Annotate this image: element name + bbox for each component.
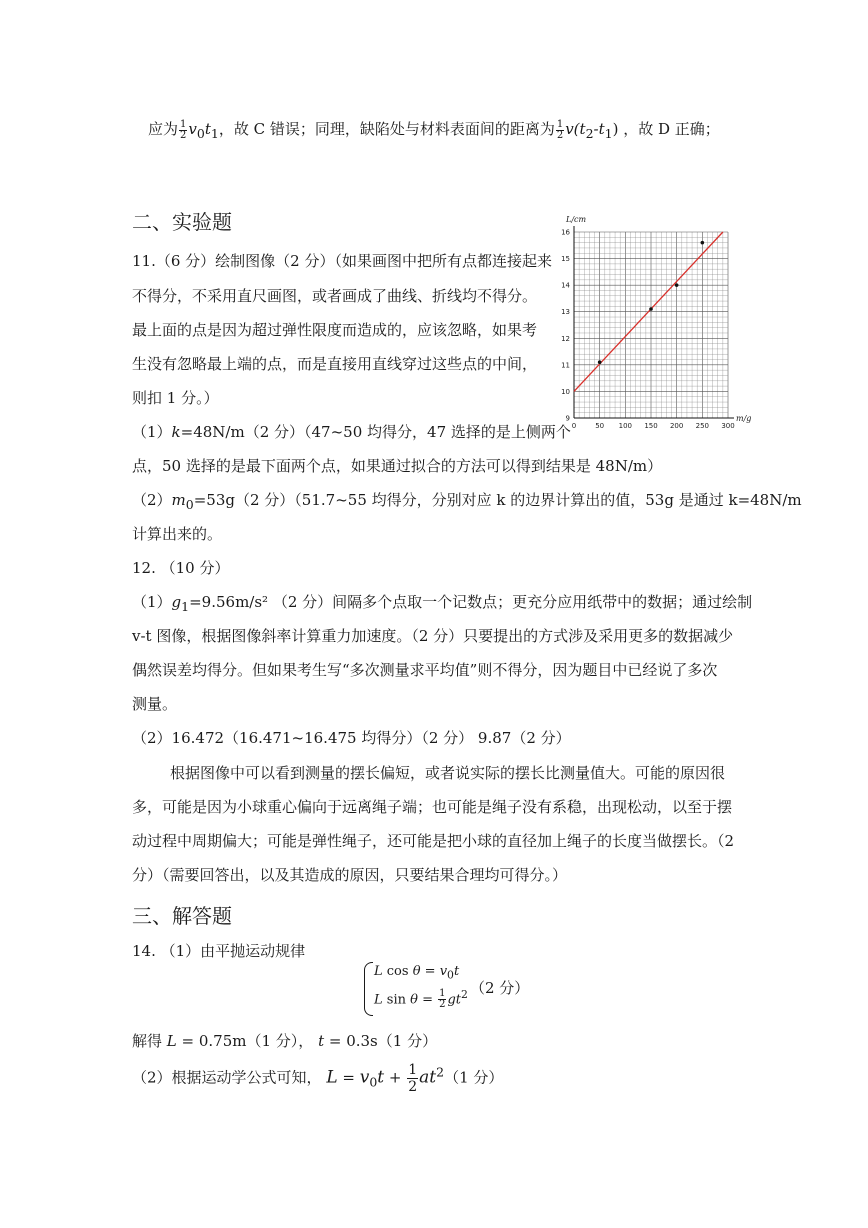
data-point — [649, 307, 653, 311]
q11-line-7: 点，50 选择的是最下面两个点，如果通过拟合的方法可以得到结果是 48N/m） — [132, 457, 663, 475]
subscript: 0 — [185, 497, 194, 512]
y-tick-label: 16 — [561, 228, 570, 237]
y-tick-label: 14 — [561, 281, 570, 290]
q14-line-1: 14. （1）由平抛运动规律 — [132, 942, 306, 960]
text: =53g（2 分）（51.7~55 均得分，分别对应 k 的边界计算出的值，53g 是通过 k=48N/m — [193, 491, 802, 509]
x-tick-label: 200 — [669, 422, 684, 430]
text: （1） — [132, 593, 172, 611]
text: =9.56m/s² （2 分）间隔多个点取一个记数点；更充分应用纸带中的数据；通过绘制 — [189, 593, 753, 611]
x-axis-label: m/g — [736, 414, 752, 423]
text: 应为 — [148, 120, 179, 138]
x-tick-label: 150 — [644, 422, 658, 430]
spring-length-mass-chart — [556, 212, 756, 437]
subscript: 1 — [181, 599, 190, 614]
x-tick-label: 250 — [695, 422, 710, 430]
y-tick-label: 15 — [561, 255, 570, 264]
x-tick-label: 300 — [721, 422, 735, 430]
text: ，故 C 错误；同理，缺陷处与材料表面间的距离为 — [218, 120, 555, 138]
text: t — [204, 120, 211, 138]
text: （2） — [132, 491, 172, 509]
q11-line-6 — [132, 421, 571, 442]
q12-line-5: 测量。 — [132, 695, 178, 713]
data-point — [675, 283, 679, 287]
q12-line-4: 偶然误差均得分。但如果考生写“多次测量求平均值”则不得分，因为题目中已经说了多次 — [132, 661, 718, 679]
x-tick-label: 100 — [618, 422, 633, 430]
section-heading-experiments: 二、实验题 — [132, 210, 232, 234]
equation-1: L $\cos \theta = v_0t$ — [374, 964, 460, 982]
text: v(t — [565, 120, 586, 138]
q12-line-6: （2）16.472（16.471~16.475 均得分）（2 分） 9.87（2 分） — [132, 729, 571, 747]
q11-line-1: 11.（6 分）绘制图像（2 分）（如果画图中把所有点都连接起来 — [132, 252, 552, 270]
fraction: $\frac{1}{2}$ — [556, 118, 564, 141]
fraction: $\frac{1}{2}$ — [180, 118, 187, 141]
data-point — [701, 241, 705, 245]
text: =48N/m（2 分）（47~50 均得分，47 选择的是上侧两个 — [180, 423, 571, 441]
subscript: 1 — [210, 126, 219, 141]
text: m — [171, 491, 186, 509]
text: g — [171, 593, 182, 611]
q12-line-1: 12. （10 分） — [132, 559, 230, 577]
y-tick-label: 10 — [561, 387, 570, 396]
subscript: 0 — [196, 126, 205, 141]
text: v — [188, 120, 197, 138]
text: k — [171, 423, 181, 441]
q14-line-2: 解得 L = 0.75m（1 分）， t = 0.3s（1 分） — [132, 1032, 438, 1050]
subscript: 2 — [585, 126, 594, 141]
q11-line-2: 不得分，不采用直尺画图，或者画成了曲线、折线均不得分。 — [132, 287, 538, 305]
text: （1） — [132, 423, 172, 441]
data-point — [598, 360, 602, 364]
y-axis-label: L/cm — [566, 215, 587, 224]
q11-line-8 — [132, 489, 802, 512]
text: -t — [593, 120, 605, 138]
q12-line-9: 动过程中周期偏大；可能是弹性绳子，还可能是把小球的直径加上绳子的长度当做摆长。（2 — [132, 832, 735, 850]
chart-grid — [574, 226, 734, 418]
section-heading-solutions: 三、解答题 — [132, 904, 232, 928]
y-tick-label: 11 — [561, 361, 570, 370]
q12-line-2 — [132, 591, 752, 614]
answer-line-1 — [148, 118, 720, 141]
q11-line-9: 计算出来的。 — [132, 525, 223, 543]
y-tick-label: 13 — [561, 308, 570, 317]
q12-line-3: v-t 图像，根据图像斜率计算重力加速度。（2 分）只要提出的方式涉及采用更多的数据减少 — [132, 627, 734, 645]
x-tick-label: 0 — [571, 422, 577, 430]
q11-line-4: 生没有忽略最上端的点，而是直接用直线穿过这些点的中间， — [132, 355, 538, 373]
subscript: 1 — [604, 126, 613, 141]
equation-score: （2 分） — [470, 979, 530, 997]
x-tick-label: 50 — [595, 422, 605, 430]
q12-line-8: 多，可能是因为小球重心偏向于远离绳子端；也可能是绳子没有系稳，出现松动，以至于摆 — [132, 798, 733, 816]
q11-line-5: 则扣 1 分。） — [132, 389, 219, 407]
equation-system-brace — [364, 962, 373, 1016]
equation-2: L sin θ = $\frac{1}{2}$ $gt^2$ — [374, 988, 468, 1011]
y-tick-label: 12 — [561, 334, 570, 343]
q14-line-3: （2）根据运动学公式可知， $L = v_0t$ + $\frac{1}{2}$ $at^2(1$ 分） — [132, 1062, 504, 1095]
q12-line-10: 分）（需要回答出，以及其造成的原因，只要结果合理均可得分。） — [132, 866, 568, 884]
text: ) ，故 D 正确； — [612, 120, 720, 138]
y-tick-label: 9 — [565, 414, 570, 423]
q11-line-3: 最上面的点是因为超过弹性限度而造成的，应该忽略，如果考 — [132, 321, 538, 339]
q12-line-7: 根据图像中可以看到测量的摆长偏短，或者说实际的摆长比测量值大。可能的原因很 — [170, 764, 726, 782]
